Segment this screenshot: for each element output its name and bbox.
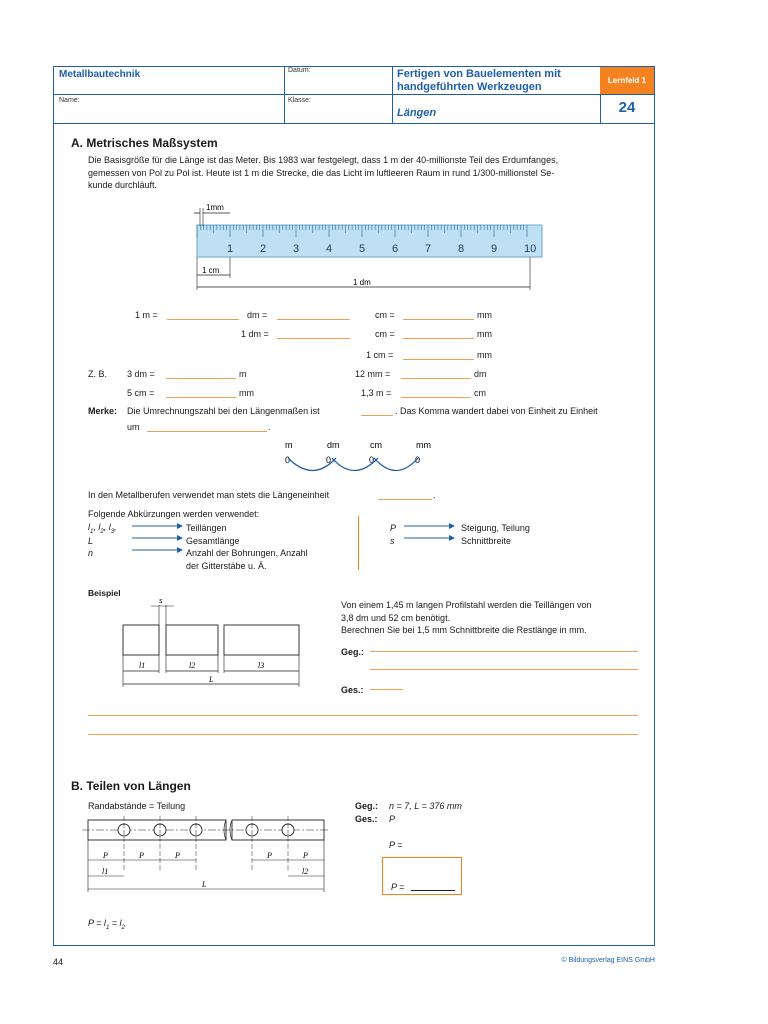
- geg-value-b: n = 7, L = 376 mm: [389, 801, 462, 811]
- answer-line[interactable]: [370, 689, 403, 690]
- abbr-text: Anzahl der Bohrungen, Anzahl: [186, 548, 308, 558]
- cm-label: 1 cm: [202, 266, 220, 275]
- abbr-text: Steigung, Teilung: [461, 523, 530, 533]
- unit-label: dm: [327, 440, 340, 450]
- pitch-label: P: [103, 851, 108, 860]
- intro-paragraph: [88, 154, 648, 192]
- ges-label: Ges.:: [341, 685, 364, 695]
- example-4-unit: cm: [474, 388, 486, 398]
- conv-cm2: cm =: [375, 329, 395, 339]
- ruler-figure: [180, 198, 550, 294]
- answer-blank[interactable]: [401, 388, 471, 398]
- l2-label: l2: [302, 867, 309, 876]
- abbr-text: Schnittbreite: [461, 536, 512, 546]
- profile-cut-figure: [115, 595, 310, 690]
- answer-line[interactable]: [370, 651, 638, 652]
- answer-line[interactable]: [88, 715, 638, 716]
- abbr-intro: Folgende Abkürzungen werden verwendet:: [88, 509, 260, 519]
- formula: $P = l_1 = l_2$: [88, 918, 125, 931]
- geg-label: Geg.:: [341, 647, 365, 657]
- answer-blank[interactable]: [401, 369, 471, 379]
- ruler-number: 4: [326, 243, 333, 255]
- geg-label-b: Geg.:: [355, 801, 379, 811]
- topic-label: Längen: [397, 107, 437, 119]
- title-line-1: Fertigen von Bauelementen mit: [397, 68, 561, 80]
- comma-arc: [374, 458, 418, 471]
- header-sep-2: [392, 66, 393, 123]
- title-line-2: handgeführten Werkzeugen: [397, 81, 542, 93]
- abbr-sym-P: P: [390, 523, 397, 533]
- conv-1dm: 1 dm =: [241, 329, 269, 339]
- intro-line: kunde durchläuft.: [88, 180, 158, 190]
- s-label: s: [159, 598, 163, 605]
- class-label: Klasse:: [288, 97, 311, 104]
- ges-label-b: Ges.:: [355, 814, 378, 824]
- ruler-number: 10: [524, 243, 537, 255]
- answer-blank[interactable]: [403, 329, 474, 339]
- pitch-dimensions: [88, 851, 324, 860]
- dm-label: 1 dm: [353, 278, 371, 287]
- abbr-arrows: [120, 518, 460, 558]
- ruler-number: 9: [491, 243, 498, 255]
- task-line: Von einem 1,45 m langen Profilstahl werden die Teillängen von: [341, 600, 592, 610]
- division-figure: [80, 810, 330, 895]
- answer-blank[interactable]: [277, 329, 350, 339]
- result-line[interactable]: [411, 890, 455, 891]
- conv-mm2: mm: [477, 329, 492, 339]
- merke-text-1: Die Umrechnungszahl bei den Längenmaßen ist: [127, 406, 320, 416]
- intro-line: Die Basisgröße für die Länge ist das Meter. Bis 1983 war festgelegt, dass 1 m der 40-millionste Teil des Erdumfanges,: [88, 155, 559, 165]
- ruler-number: 3: [293, 243, 300, 255]
- answer-line[interactable]: [370, 669, 638, 670]
- pitch-label: P: [303, 851, 308, 860]
- abbr-text-cont: der Gitterstäbe u. Ä.: [186, 561, 267, 571]
- lernfeld-text: Lernfeld 1: [607, 76, 647, 85]
- l3-label: l3: [258, 661, 265, 670]
- conv-1m: 1 m =: [135, 310, 158, 320]
- answer-blank[interactable]: [277, 310, 350, 320]
- intro-line: gemessen von Pol zu Pol ist. Heute ist 1 m die Strecke, die das Licht im luftleeren Raum in rund 1/300-millionstel Se-: [88, 167, 555, 178]
- ruler-number: 5: [359, 243, 366, 255]
- sheet-number: 24: [618, 99, 636, 116]
- L-label: L: [209, 675, 214, 684]
- lernfeld-badge: [600, 67, 654, 94]
- answer-blank[interactable]: [403, 310, 474, 320]
- beispiel-task: [341, 599, 641, 637]
- example-1-unit: m: [239, 369, 247, 379]
- zero-digit: 0: [369, 455, 375, 465]
- subject-title: Metallbautechnik: [59, 69, 141, 80]
- answer-blank[interactable]: [361, 406, 393, 416]
- abbr-sym-l: $l_1$, $l_2$, $l_3$,: [88, 522, 117, 535]
- answer-blank[interactable]: [378, 490, 432, 500]
- L-label: L: [202, 880, 207, 889]
- task-line: Berechnen Sie bei 1,5 mm Schnittbreite die Restlänge in mm.: [341, 625, 587, 635]
- task-line: 3,8 dm und 52 cm benötigt.: [341, 612, 451, 623]
- l1-label: l1: [102, 867, 109, 876]
- conv-dm: dm =: [247, 310, 268, 320]
- ges-value-b: P: [389, 814, 396, 824]
- l1-label: l1: [139, 661, 146, 670]
- ruler-number: 6: [392, 243, 399, 255]
- ruler-number: 8: [458, 243, 465, 255]
- answer-blank[interactable]: [167, 310, 239, 320]
- answer-blank[interactable]: [166, 388, 236, 398]
- abbr-sym-L: L: [88, 536, 94, 546]
- unit-label: mm: [416, 440, 431, 450]
- pitch-label: P: [267, 851, 272, 860]
- example-3: 5 cm =: [127, 388, 155, 398]
- abbr-sym-s: s: [390, 536, 395, 546]
- answer-blank[interactable]: [147, 422, 267, 432]
- beispiel-label: Beispiel: [88, 588, 121, 598]
- abbr-divider: [358, 516, 359, 570]
- name-label: Name:: [59, 97, 80, 104]
- answer-blank[interactable]: [166, 369, 236, 379]
- zero-digit: 0: [326, 455, 332, 465]
- example-3-unit: mm: [239, 388, 254, 398]
- zero-digit: 0: [415, 455, 421, 465]
- ruler-number: 2: [260, 243, 267, 255]
- zb-label: Z. B.: [88, 369, 108, 379]
- merke-text-4: .: [268, 422, 271, 432]
- page-number: 44: [53, 957, 64, 967]
- example-2: 12 mm =: [355, 369, 391, 379]
- merke-label: Merke:: [88, 406, 118, 416]
- l2-label: l2: [189, 661, 196, 670]
- conv-1cm: 1 cm =: [366, 350, 394, 360]
- p-equals: P =: [389, 840, 403, 850]
- example-1: 3 dm =: [127, 369, 155, 379]
- abbr-text: Gesamtlänge: [186, 536, 240, 546]
- mm-label: 1mm: [206, 203, 224, 212]
- example-2-unit: dm: [474, 369, 487, 379]
- holes: [118, 816, 294, 870]
- copyright: © Bildungsverlag EINS GmbH: [561, 957, 655, 964]
- rand-text: Randabstände = Teilung: [88, 801, 186, 811]
- unit-label: m: [285, 440, 293, 450]
- conv-cm: cm =: [375, 310, 395, 320]
- p-result: P =: [391, 882, 405, 892]
- abbr-sym-n: n: [88, 548, 94, 558]
- unit-comma-diagram: [270, 438, 440, 480]
- section-b-heading: B. Teilen von Längen: [71, 779, 191, 793]
- ruler-number: 7: [425, 243, 432, 255]
- pitch-label: P: [139, 851, 144, 860]
- header-bottom: [53, 123, 655, 124]
- header-divider: [53, 94, 655, 95]
- pitch-label: P: [175, 851, 180, 860]
- section-a-heading: A. Metrisches Maßsystem: [71, 136, 218, 150]
- ruler-number: 1: [227, 243, 234, 255]
- zero-digit: 0: [285, 455, 291, 465]
- merke-text-3: um: [127, 422, 140, 432]
- header-sep-1: [284, 66, 285, 123]
- example-4: 1,3 m =: [361, 388, 392, 398]
- conv-mm: mm: [477, 310, 492, 320]
- abbr-text: Teillängen: [186, 523, 227, 533]
- conv-mm3: mm: [477, 350, 492, 360]
- answer-line[interactable]: [88, 734, 638, 735]
- unit-label: cm: [370, 440, 382, 450]
- answer-blank[interactable]: [403, 350, 474, 360]
- metal-sentence-end: .: [433, 490, 436, 500]
- worksheet-title: [397, 68, 561, 94]
- date-label: Datum:: [288, 67, 311, 74]
- metal-sentence: In den Metallberufen verwendet man stets die Längeneinheit: [88, 490, 330, 500]
- merke-text-2: . Das Komma wandert dabei von Einheit zu Einheit: [395, 406, 598, 416]
